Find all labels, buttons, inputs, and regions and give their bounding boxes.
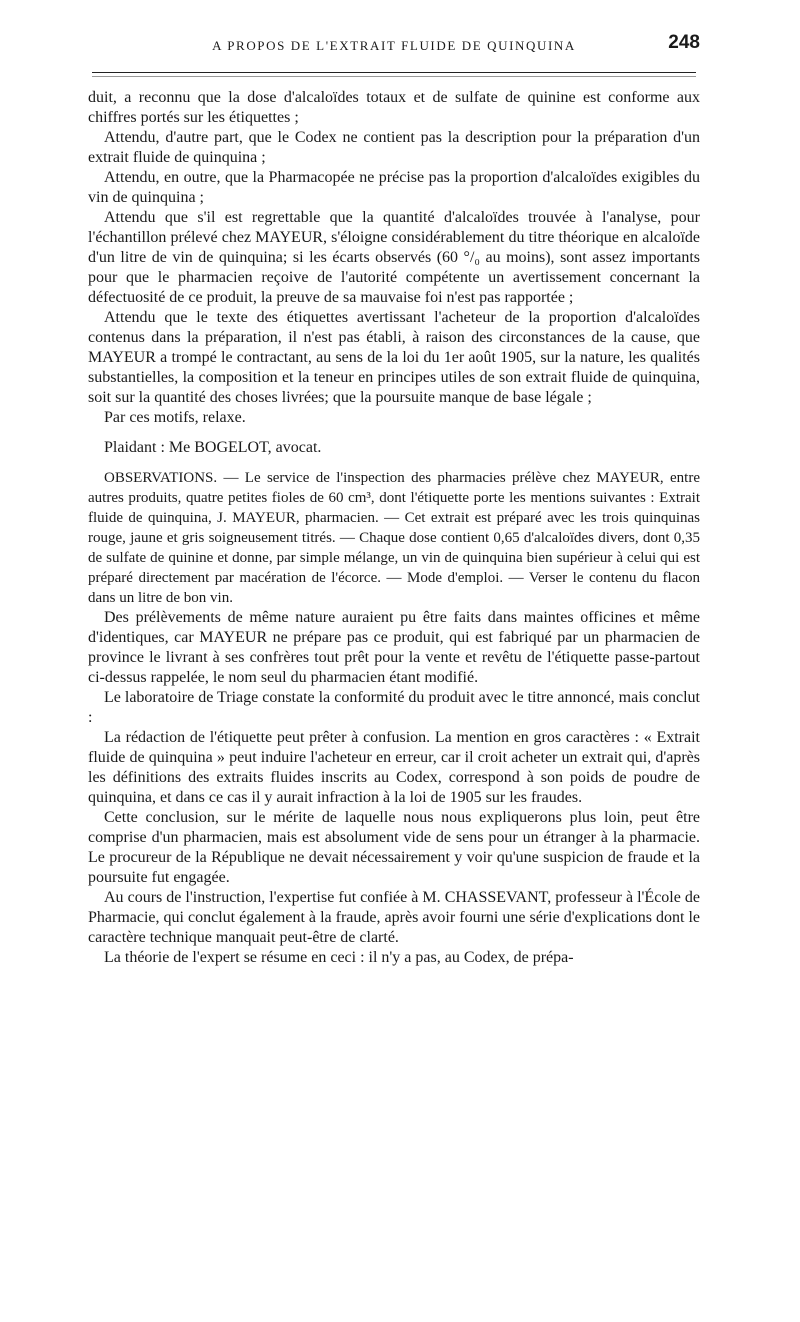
paragraph-3: Attendu, en outre, que la Pharmacopée ne précise pas la proportion d'alcaloïdes exigibles du vin de quinquina ;: [88, 169, 700, 206]
paragraph-11: La rédaction de l'étiquette peut prêter à confusion. La mention en gros caractères : « Extrait fluide de quinquina » peut induire l'acheteur en erreur, car il croit acheter un extrait qui, d'après les définitions des extraits fluides inscrits au Codex, correspond à son poids de poudre de quinquina, et dans ce cas il y aurait infraction à la loi de 1905 sur les fraudes.: [88, 729, 700, 806]
running-title: A PROPOS DE L'EXTRAIT FLUIDE DE QUINQUINA: [212, 38, 576, 53]
paragraph-2: Attendu, d'autre part, que le Codex ne contient pas la description pour la préparation d'un extrait fluide de quinquina ;: [88, 129, 700, 166]
paragraph-10: Le laboratoire de Triage constate la conformité du produit avec le titre annoncé, mais conclut :: [88, 689, 700, 726]
paragraph-14: La théorie de l'expert se résume en ceci : il n'y a pas, au Codex, de prépa-: [104, 949, 574, 966]
paragraph-6: Par ces motifs, relaxe.: [104, 409, 246, 426]
header-rule: [92, 72, 696, 73]
paragraph-7: Plaidant : Me BOGELOT, avocat.: [104, 439, 322, 456]
paragraph-13: Au cours de l'instruction, l'expertise fut confiée à M. CHASSEVANT, professeur à l'École de Pharmacie, qui conclut également à la fraude, après avoir fourni une série d'explications dont le caractère technique manquait peut-être de clarté.: [88, 889, 700, 946]
paragraph-5: Attendu que le texte des étiquettes avertissant l'acheteur de la proportion d'alcaloïdes contenus dans la préparation, il n'est pas établi, à raison des circonstances de la cause, que MAYEUR a trompé le contractant, au sens de la loi du 1er août 1905, sur la nature, les qualités substantielles, la composition et la teneur en principes utiles de son extrait fluide de quinquina, soit sur la quantité des choses livrées; que la poursuite manque de base légale ;: [88, 309, 700, 406]
body-text: [88, 88, 700, 968]
page-header: [88, 34, 700, 60]
paragraph-9: Des prélèvements de même nature auraient pu être faits dans maintes officines et même d'identiques, car MAYEUR ne prépare pas ce produit, qui est fabriqué par un pharmacien de province le livrant à ses confrères tout prêt pour la vente et revêtu de l'étiquette passe-partout ci-dessus rappelée, le nom seul du pharmacien étant modifié.: [88, 609, 700, 686]
header-rule-secondary: [92, 76, 696, 77]
page-number: 248: [668, 32, 700, 53]
paragraph-12: Cette conclusion, sur le mérite de laquelle nous nous expliquerons plus loin, peut être comprise d'un pharmacien, mais est absolument vide de sens pour un étranger à la pharmacie. Le procureur de la République ne devait nécessairement y voir qu'une suspicion de fraude et la poursuite fut engagée.: [88, 809, 700, 886]
paragraph-observations: OBSERVATIONS. — Le service de l'inspection des pharmacies prélève chez MAYEUR, entre autres produits, quatre petites fioles de 60 cm³, dont l'étiquette porte les mentions suivantes : Extrait fluide de quinquina, J. MAYEUR, pharmacien. — Cet extrait est préparé avec les trois quinquinas rouge, jaune et gris soigneusement titrés. — Chaque dose contient 0,65 d'alcaloïdes divers, dont 0,35 de sulfate de quinine et donne, par simple mélange, un vin de quinquina bien supérieur à celui qui est préparé directement par macération de l'écorce. — Mode d'emploi. — Verser le contenu du flacon dans un litre de bon vin.: [88, 470, 700, 606]
paragraph-1: duit, a reconnu que la dose d'alcaloïdes totaux et de sulfate de quinine est conforme aux chiffres portés sur les étiquettes ;: [88, 89, 700, 126]
paragraph-4: Attendu que s'il est regrettable que la quantité d'alcaloïdes trouvée à l'analyse, pour l'échantillon prélevé chez MAYEUR, s'éloigne considérablement du titre théorique en alcaloïde d'un litre de vin de quinquina; si les écarts observés (60 °/₀ au moins), sont assez importants pour que le pharmacien reçoive de l'autorité compétente un avertissement concernant la défectuosité de ce produit, la preuve de sa mauvaise foi n'est pas rapportée ;: [88, 209, 700, 306]
